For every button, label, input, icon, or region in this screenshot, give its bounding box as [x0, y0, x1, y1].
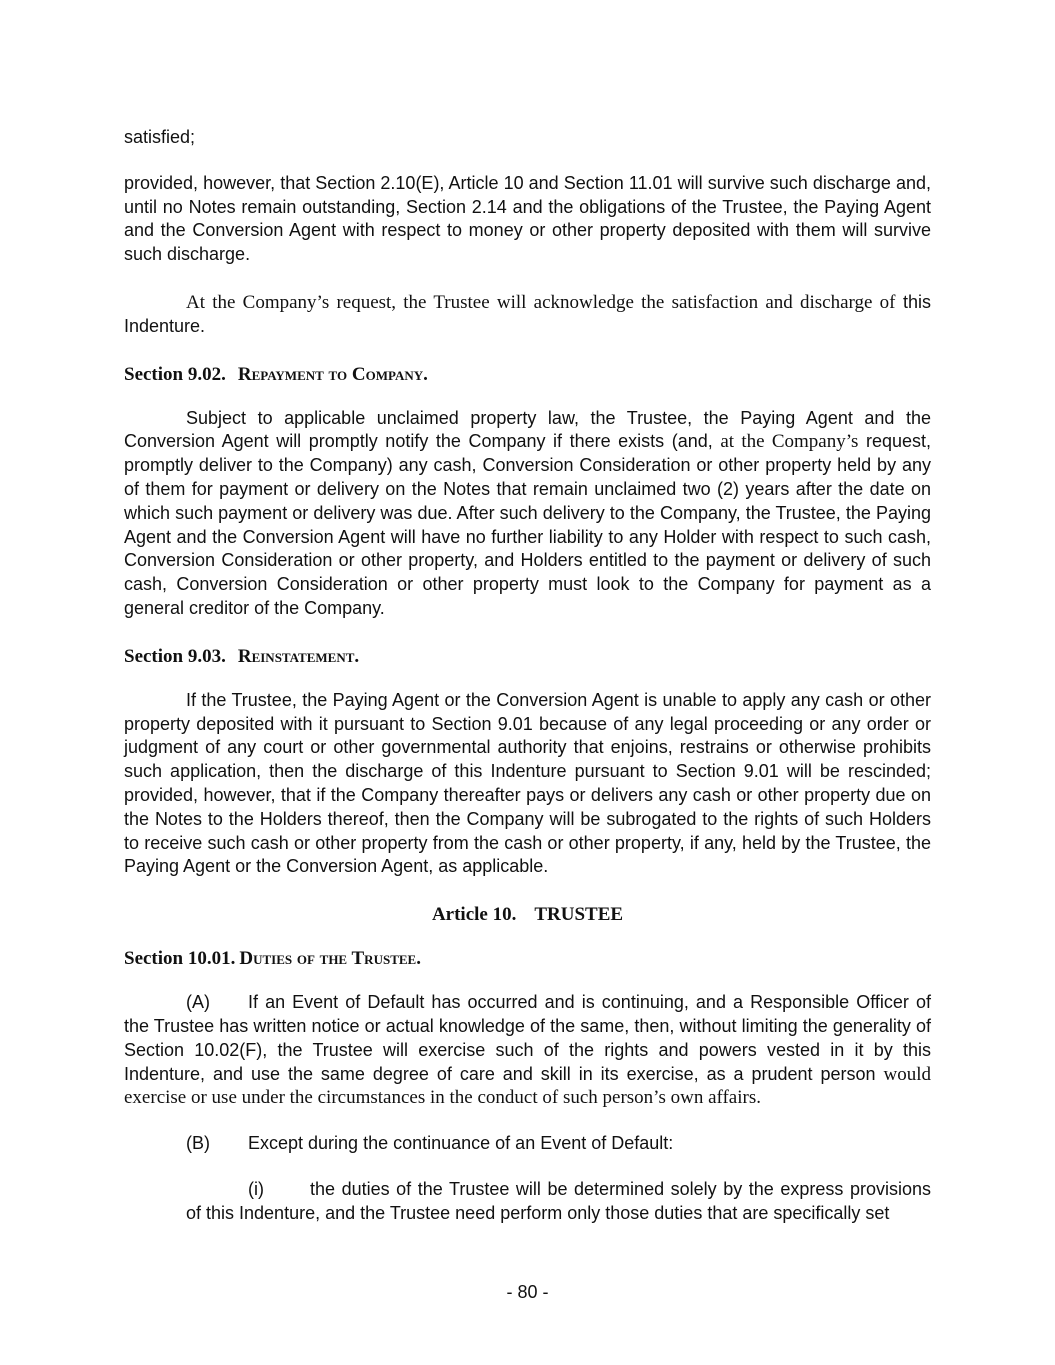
section-902-body-b: request, promptly deliver to the Company) any cash, Conversion Consideration or other property held by any of them for payment or delivery on the Notes that remain unclaimed two (2) years after the date on which such payment or delivery was due. After such delivery to the Company, the Trustee, the Paying Agent and the Conversion Agent will have no further liability to any Holder with respect to such cash, Conversion Consideration or other property, and Holders entitled to the payment or delivery of such cash, Conversion Consideration or other property must look to the Company for payment as a general creditor of the Company.: [124, 431, 931, 618]
section-1001-title: Duties of the Trustee.: [239, 948, 421, 970]
item-b-label: (B): [186, 1133, 210, 1154]
article-10-label: Article 10.: [431, 904, 517, 926]
item-a-label: (A): [186, 992, 210, 1013]
acknowledge-serif-text: At the Company’s request, the Trustee will acknowledge the satisfaction and discharge of: [186, 291, 896, 313]
section-1001-number: Section 10.01.: [124, 948, 236, 970]
section-1001-item-a: [124, 991, 931, 1110]
fragment-paragraph: [124, 126, 931, 150]
section-903-body: [124, 689, 931, 879]
section-902-title: Repayment to Company.: [237, 363, 428, 385]
acknowledge-paragraph: [124, 291, 931, 339]
document-page: [124, 126, 931, 1226]
section-903-heading: [124, 645, 931, 669]
item-b-i-label: (i): [248, 1178, 264, 1199]
item-a-serif-tail: would exercise or use under the circumstances in the conduct of such person’s own affairs.: [124, 1063, 931, 1109]
article-10-heading: [124, 903, 931, 927]
item-b-text: Except during the continuance of an Event of Default:: [248, 1133, 674, 1154]
section-903-body-text: If the Trustee, the Paying Agent or the Conversion Agent is unable to apply any cash or other property deposited with it pursuant to Section 9.01 because of any legal proceeding or any order or judgment of any court or other governmental authority that enjoins, restrains or otherwise prohibits such application, then the discharge of this Indenture pursuant to Section 9.01 will be rescinded; provided, however, that if the Company thereafter pays or delivers any cash or other property due on the Notes to the Holders thereof, then the Company will be subrogated to the rights of such Holders to receive such cash or other property from the cash or other property, if any, held by the Trustee, the Paying Agent or the Conversion Agent, as applicable.: [124, 689, 931, 877]
section-902-number: Section 9.02.: [124, 363, 226, 385]
article-10-title: TRUSTEE: [534, 904, 624, 926]
section-902-body-a: Subject to applicable unclaimed property law, the Trustee, the Paying Agent and the Conversion Agent will promptly notify the Company if there exists (and,: [124, 407, 931, 452]
item-b-i-text: the duties of the Trustee will be determined solely by the express provisions of this Indenture, and the Trustee need perform only those duties that are specifically set: [186, 1178, 931, 1223]
section-903-number: Section 9.03.: [124, 645, 226, 667]
section-902-body-serif: at the Company’s: [720, 431, 859, 453]
section-903-title: Reinstatement.: [237, 645, 360, 667]
page-number: - 80 -: [506, 1282, 549, 1302]
fragment-text: satisfied;: [124, 127, 196, 147]
acknowledge-rest-text: this Indenture.: [124, 291, 931, 336]
proviso-paragraph: [124, 172, 931, 267]
item-a-text: If an Event of Default has occurred and is continuing, and a Responsible Officer of the Trustee has written notice or actual knowledge of the same, then, without limiting the generality of Section 10.02(F), the Trustee will exercise such of the rights and powers vested in it by this Indenture, and use the same degree of care and skill in its exercise, as a prudent person: [124, 992, 931, 1084]
proviso-text: provided, however, that Section 2.10(E), Article 10 and Section 11.01 will survive such discharge and, until no Notes remain outstanding, Section 2.14 and the obligations of the Trustee, the Paying Agent and the Conversion Agent with respect to money or other property deposited with them will survive such discharge.: [124, 172, 931, 265]
section-902-heading: [124, 363, 931, 387]
section-1001-item-b: [124, 1132, 931, 1156]
section-1001-item-b-i: [186, 1178, 931, 1226]
section-1001-heading: [124, 947, 931, 971]
section-902-body: [124, 407, 931, 621]
